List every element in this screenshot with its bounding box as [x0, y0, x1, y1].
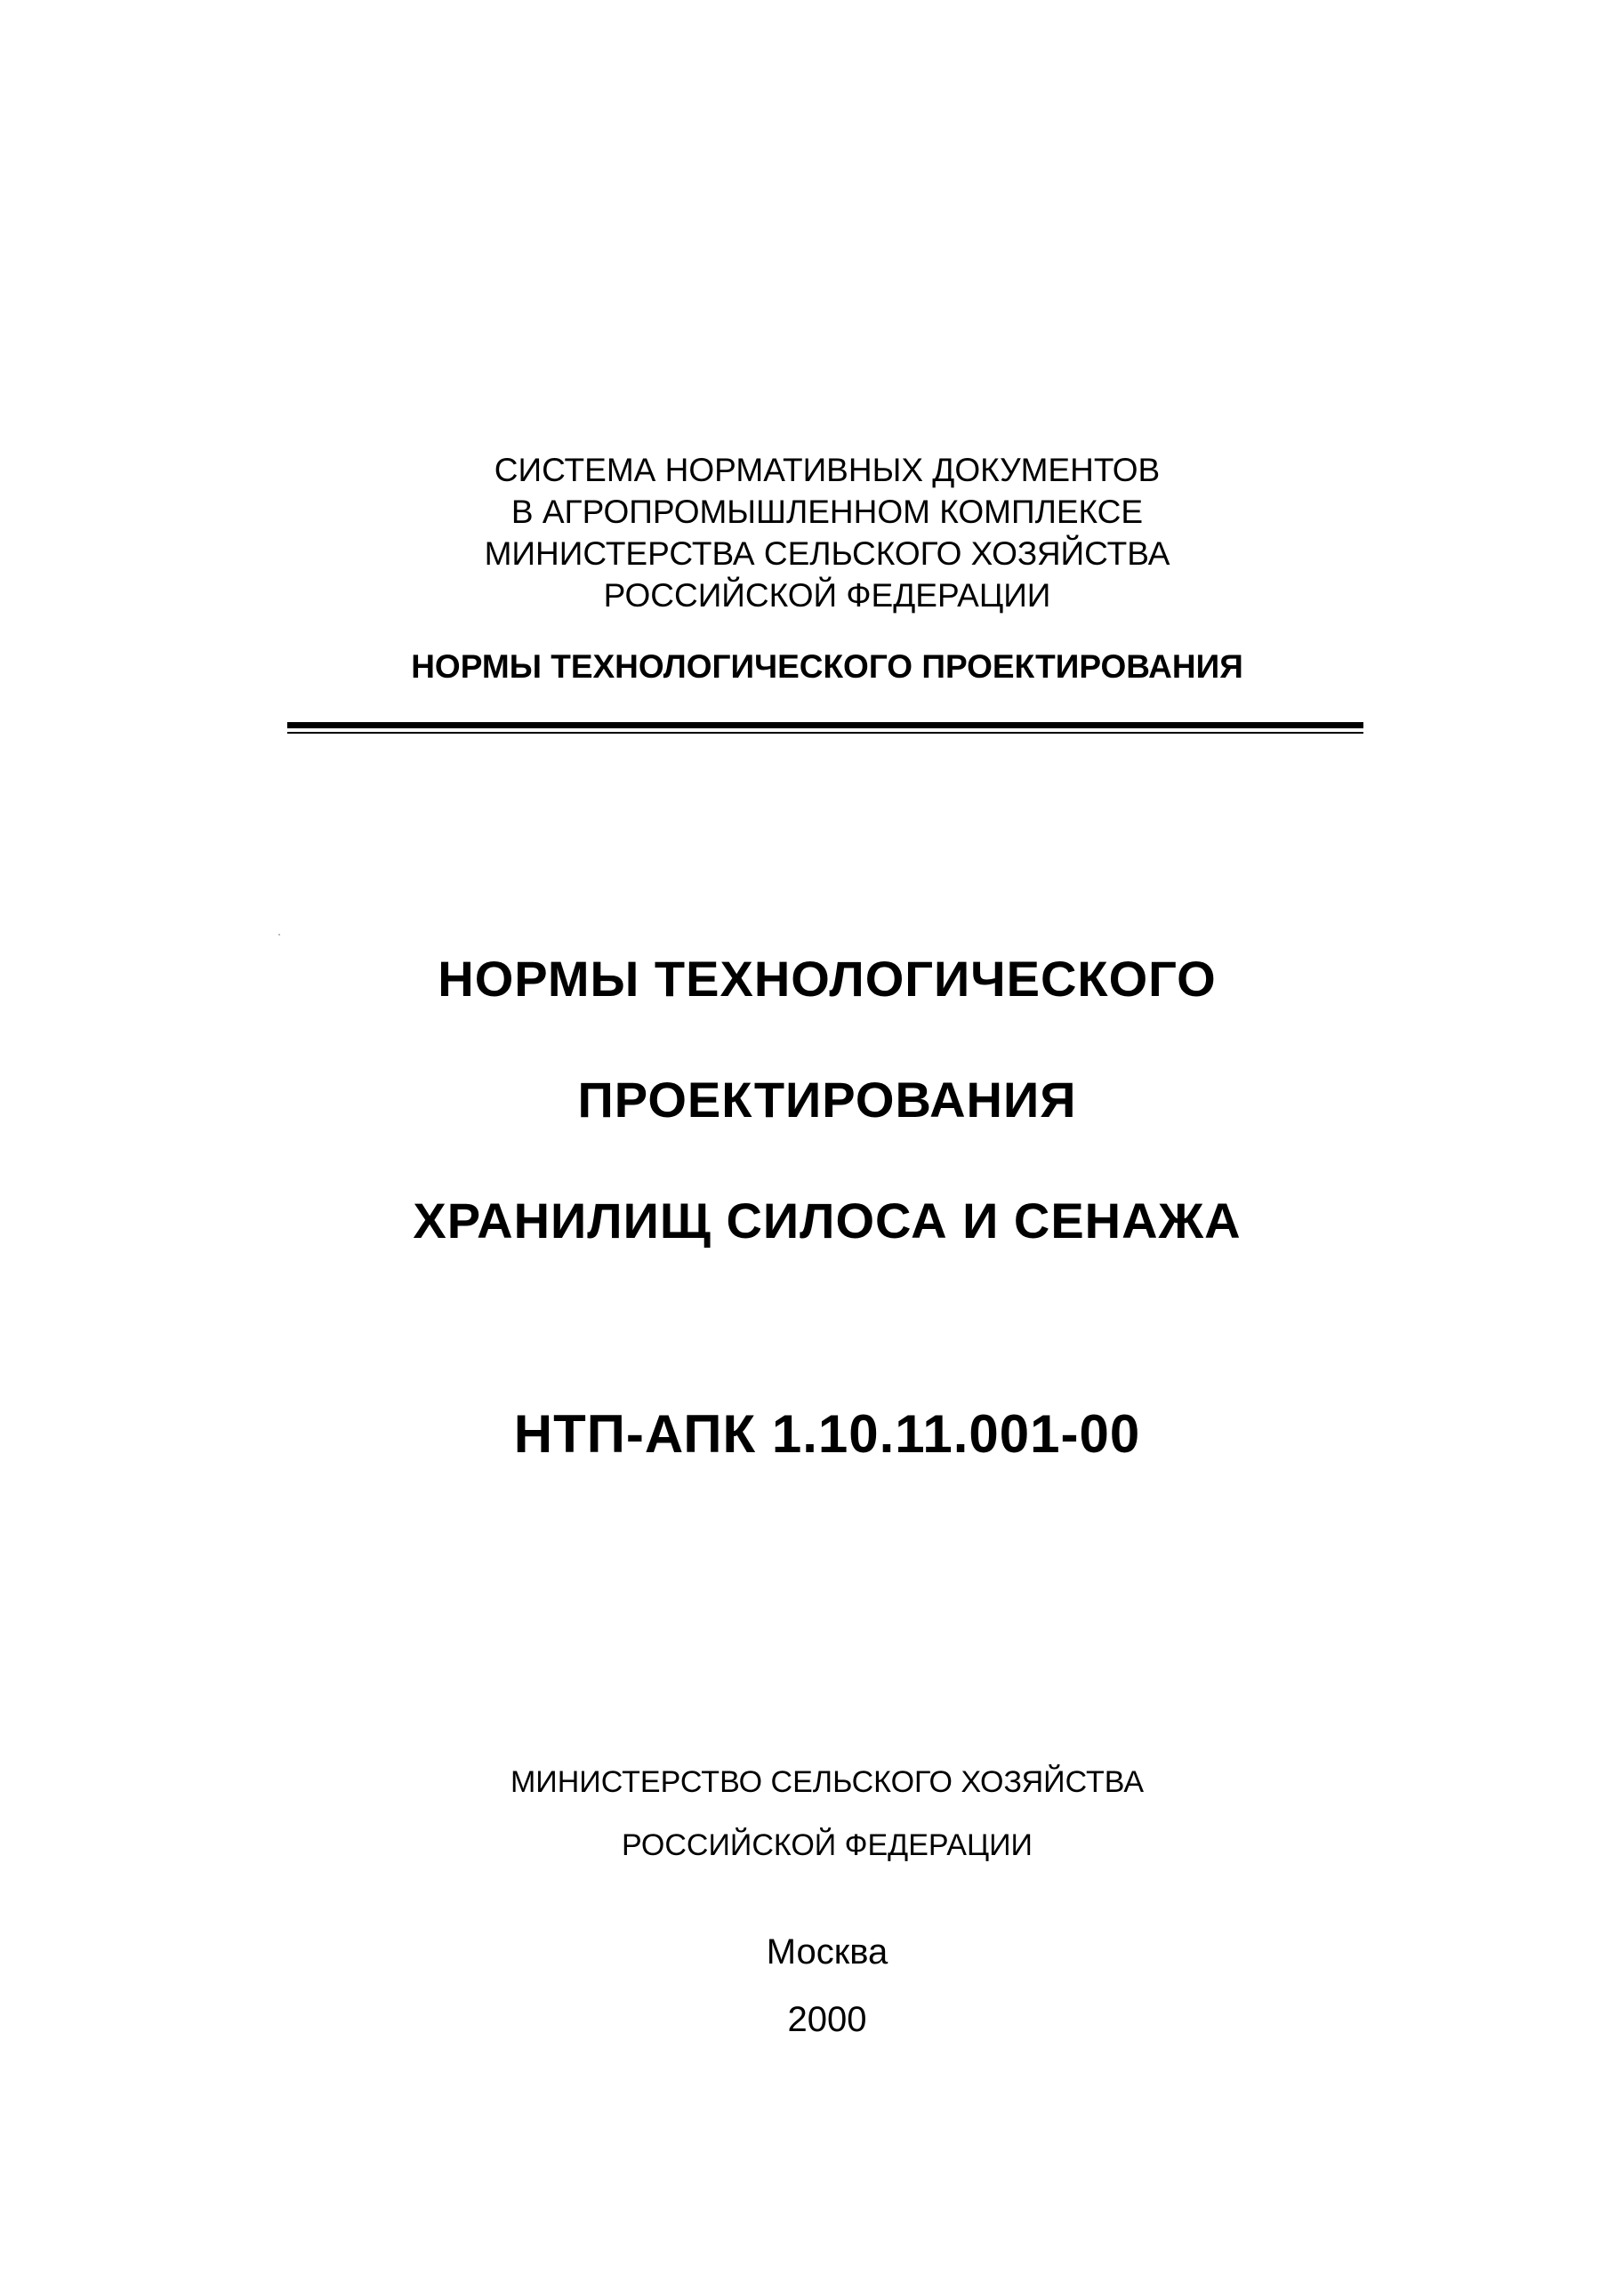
document-code: НТП-АПК 1.10.11.001-00	[513, 1404, 1141, 1464]
publisher-line-2: РОССИЙСКОЙ ФЕДЕРАЦИИ	[621, 1828, 1033, 1862]
title-line-3: ХРАНИЛИЩ СИЛОСА И СЕНАЖА	[413, 1193, 1242, 1249]
title-line-2: ПРОЕКТИРОВАНИЯ	[577, 1072, 1077, 1128]
divider-thick-line	[287, 722, 1363, 728]
series-line-2: В АГРОПРОМЫШЛЕННОМ КОМПЛЕКСЕ	[511, 494, 1144, 530]
publisher-block	[293, 1763, 1361, 1889]
series-block	[293, 449, 1361, 616]
document-title	[267, 952, 1387, 1314]
header-divider	[287, 722, 1363, 740]
publication-place: Москва	[766, 1932, 888, 1972]
publisher-line-1: МИНИСТЕРСТВО СЕЛЬСКОГО ХОЗЯЙСТВА	[510, 1765, 1145, 1799]
scan-speck	[278, 934, 280, 936]
series-line-4: РОССИЙСКОЙ ФЕДЕРАЦИИ	[603, 577, 1051, 614]
series-heading: НОРМЫ ТЕХНОЛОГИЧЕСКОГО ПРОЕКТИРОВАНИЯ	[411, 648, 1243, 685]
series-line-3: МИНИСТЕРСТВА СЕЛЬСКОГО ХОЗЯЙСТВА	[484, 535, 1170, 572]
series-line-1: СИСТЕМА НОРМАТИВНЫХ ДОКУМЕНТОВ	[494, 452, 1161, 488]
publication-year: 2000	[787, 2000, 867, 2039]
divider-thin-line	[287, 732, 1363, 734]
title-line-1: НОРМЫ ТЕХНОЛОГИЧЕСКОГО	[438, 951, 1217, 1007]
